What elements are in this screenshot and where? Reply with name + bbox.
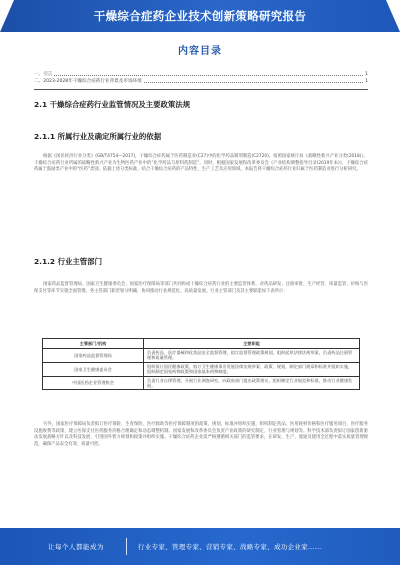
table-row [43,376,360,390]
section-heading: 2.1 干燥综合症药行业监管情况及主要政策法规 [34,100,191,109]
toc-entry-page: 1 [365,72,368,77]
table-cell-duty: 负责药品、医疗器械和化妆品安全监督管理，拟订监督管理政策规划，组织起草法律法规草案，负责药品注册管理和质量管理。 [144,349,360,363]
body-paragraph: 另外，国家医疗保障局负责拟订医疗保险、生育保险、医疗救助等医疗保障制度的政策、规划、标准并组织实施，组织制定药品、医用耗材价格和医疗服务项目、医疗服务设施收费等政策，建立医保支付医药服务价格合理确定和动态调整机制。国家发展和改革委员会负责产业政策的研究制定、行业管理与规划等。科学技术部负责拟订国家创新驱动发展战略方针以及科技发展、引进国外智力规划和政策并组织实施。干燥综合症药企业需严格遵循相关部门的监管要求，在研发、生产、流通及使用全过程中落实质量管理规范，确保产品安全有效、质量可控。 [34,422,368,447]
toc-leader-dots [54,75,363,76]
toc-entry-label: 一、引言 [34,72,53,77]
toc-divider [34,89,368,90]
table-cell-dept: 国家卫生健康委员会 [43,362,144,376]
toc-entry-label: 二、2023-2028年干燥综合症药行业背景及市场环境 [34,79,142,84]
table-cell-dept: 中国医药企业管理协会 [43,376,144,390]
table-cell-dept: 国家药品监督管理局 [43,349,144,363]
toc-entry[interactable] [34,77,368,84]
table-row [43,349,360,363]
report-title: 干燥综合症药企业技术创新策略研究报告 [93,9,307,23]
footer-slogan: 让每个人都能成为 [48,543,104,551]
subsection-heading: 2.1.1 所属行业及确定所属行业的依据 [34,132,162,141]
footer-bar [0,528,400,565]
table-cell-duty: 负责行业自律管理，开展行业调查研究，向政府部门提出政策建议，组织制定行业规范和标准，推动行业健康发展。 [144,376,360,390]
table-header: 主管部门/机构 [43,339,144,349]
toc-title: 内容目录 [178,46,222,57]
footer-tagline: 行业专家、管理专家、营销专家、战略专家、成功企业家…… [138,543,322,551]
table-row [43,362,360,376]
body-paragraph: 根据《国民经济行业分类》(GB/T4754—2017)，干燥综合症药属于医药制造业(C27)中的化学药品制剂制造(C2720)。按照国家统计局《战略性新兴产业分类(2018)》，干燥综合症药行业所属的战略性新兴产业为生物医药产业中的“化学药品与原料药制造”。同时，根据国家发展和改革委员会《产业结构调整指导目录(2019年本)》，干燥综合症药属于鼓励类产业中的“医药”类别。依据上述分类标准，结合干燥综合症药的产品特性、生产工艺及应用领域，本报告将干燥综合症药行业归属于医药制造业进行分析研究。 [34,154,368,173]
subsection-heading: 2.1.2 行业主管部门 [34,257,102,266]
table-cell-duty: 组织拟订国民健康政策，拟订卫生健康事业发展法律法规草案、政策、规划，制定部门规章和标准并组织实施，组织制定国家药物政策和国家基本药物制度。 [144,362,360,376]
table-header-row [43,339,360,349]
header-bar [0,0,400,32]
toc-entry[interactable] [34,70,368,77]
toc-leader-dots [144,82,363,83]
table-header: 主要职能 [144,339,360,349]
toc-entry-page: 1 [365,79,368,84]
footer-divider [126,538,127,555]
body-paragraph: 国家药品监督管理局、国家卫生健康委员会、国家医疗保障局等部门共同构成干燥综合症药行业的主要监管体系，对药品研发、注册审批、生产经营、质量监管、价格与医保支付等环节实施全面管理。各主管部门职责划分明确，协同推动行业规范化、高质量发展。行业主管部门及其主要职能如下表所示： [34,282,368,294]
toc-list [34,70,368,84]
regulator-table [42,338,360,390]
